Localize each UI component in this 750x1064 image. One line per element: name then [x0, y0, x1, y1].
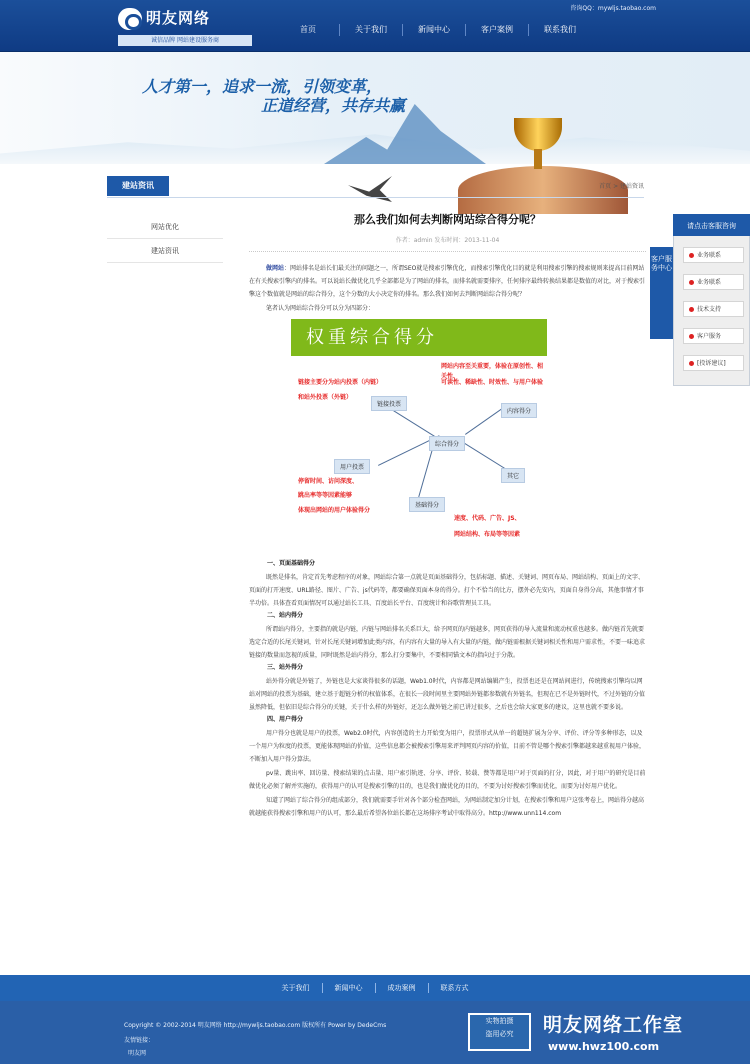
node-link-vote: 链接投票 — [371, 396, 407, 411]
node-basic-score: 基础得分 — [409, 497, 445, 512]
diagram-note: 网站内容至关重要，体验在原创性、相关性、 — [441, 363, 544, 380]
logo-title: 明友网络 — [146, 9, 211, 27]
section-paragraph: 站外得分就是外链了，外链也是大家谈得很多的话题，Web1.0时代，内容都是网站编辑产生，投票也还是在网站间进行，传统搜索引擎均以网站对网站的投票为基础，建立基于超链分析的权值体系，在很长一段时间里主要网站外链都参数就有外链名，但现在已不是外链时代，不过外链的分值虽然降低，但依旧是综合得分的关键，关于什么样的外链好，还怎么做外链之前已讲过很多，之后也会给大家更多的建议，这里也就不要多说。 — [249, 678, 646, 711]
diagram-note: 速度、代码、广告、JS、 — [454, 515, 521, 522]
article-meta: 作者：admin 发布时间：2013-11-04 — [395, 237, 500, 244]
diagram-connector — [418, 449, 433, 497]
section-paragraph: pv量、跳出率、回访量、搜索结果的点击量、用户索引轨迹、分享、评价、转载、赞等都是用户对于页面的打分，因此，对于用户的研究是目前做优化必须了解并实施的，获得用户的认可是搜索引擎的目的，也是我们做优化的目的，不要为讨好搜索引擎而优化，而要为讨好用户优化。 — [249, 770, 646, 790]
footer-link-news[interactable]: 新闻中心 — [323, 983, 376, 993]
nav-about[interactable]: 关于我们 — [355, 25, 387, 34]
footer-copyright: Copyright © 2002-2014 明友网络 http://mywljs.taobao.com 版权所有 Power by DedeCms — [124, 1022, 387, 1029]
service-item[interactable]: [投诉建议] — [683, 355, 744, 371]
watermark-title: 明友网络工作室 — [543, 1014, 684, 1036]
logo-subtitle: 诚信品牌 网站建设服务商 — [118, 35, 252, 46]
site-logo[interactable] — [118, 6, 253, 44]
section-heading: 二、站内得分 — [267, 612, 304, 619]
footer-link-about[interactable]: 关于我们 — [270, 983, 323, 993]
qq-contact-text: 咨询QQ：mywljs.taobao.com — [570, 5, 656, 12]
node-other: 其它 — [501, 468, 525, 483]
article-title: 那么我们如何去判断网站综合得分呢？ — [354, 213, 541, 226]
footer-link-cases[interactable]: 成功案例 — [376, 983, 429, 993]
left-menu-site-optimization[interactable]: 网站优化 — [107, 215, 223, 239]
section-paragraph: 知道了网站了综合得分的组成部分，我们就需要手针对各个部分检查网站，为网站制定加分计划，在搜索引擎和用户这张考卷上，网站得分越高就越能获得搜索引擎和用户的认可，那么最后希望各位站长都在这场排序考试中取得高分。http://www.unn114.com — [249, 797, 645, 817]
service-list-panel — [673, 236, 750, 386]
diagram-banner: 权重综合得分 — [291, 319, 547, 356]
score-diagram — [291, 319, 547, 558]
nav-news[interactable]: 新闻中心 — [418, 25, 450, 34]
diagram-note: 网站结构、布局等等因素 — [454, 531, 521, 538]
node-content-score: 内容得分 — [501, 403, 537, 418]
friend-link-item[interactable]: 明友网 — [128, 1050, 147, 1057]
nav-contact[interactable]: 联系我们 — [544, 25, 576, 34]
banner-slogan-line1: 人才第一，追求一流，引领变革， — [142, 77, 383, 96]
footer-navigation — [0, 975, 750, 1001]
article-divider — [249, 251, 646, 252]
diagram-note: 停留时间、访问深度、 — [298, 478, 359, 485]
article-lead: 笔者认为网站综合得分可以分为四部分： — [266, 305, 375, 312]
footer-link-contact[interactable]: 联系方式 — [440, 984, 469, 992]
service-widget-title[interactable]: 请点击客服咨询 — [673, 214, 750, 236]
logo-mark-icon — [118, 8, 142, 30]
nav-cases[interactable]: 客户案例 — [481, 25, 513, 34]
customer-service-widget — [650, 214, 750, 384]
article-intro — [249, 262, 646, 301]
section-header — [107, 176, 644, 198]
studio-watermark — [468, 1008, 750, 1064]
service-item[interactable]: 客户服务 — [683, 328, 744, 344]
section-paragraph: 既然是排名，肯定首先考虑程序的对象，网站综合第一点就是页面基础得分，包括标题、描述、关键词、网页布局、网站结构、页面上的文字、页面的打开速度、URL路径、图片、广告、js代码等，都要确保页面本身的得分。打个不恰当的比方，摆外必先安内，页面自身得分高，其他事情才事半功倍。具体查看页面情况可以通过站长工具、百度站长平台、百度统计和谷歌管理员工具。 — [249, 574, 645, 607]
section-paragraph: 所谓站内得分，主要指的就是内链，内链与网站排名关系巨大，给予网页的内链越多，网页获得的导入流量和流动权重也越多。做内链首先就要选定合适的长尾关键词，针对长尾关键词增加此类内容，有内容有大量的导入有大量的内链，做内链需根据关键词相关性和用户需求性，不要一味追求链接的数量而忽视的质量，同时既然是站内得分，那么打分要集中，不要相同锚文本的指向过于分散。 — [249, 626, 646, 659]
hero-banner — [0, 52, 750, 164]
diagram-note: 跳出率等等因素能够 — [298, 492, 353, 499]
diagram-note: 链接主要分为站内投票（内链） — [298, 379, 383, 386]
banner-slogan-line2: 正道经营，共存共赢 — [261, 96, 406, 115]
section-heading: 四、用户得分 — [267, 716, 304, 723]
friend-links-label: 友情链接： — [124, 1037, 155, 1044]
section-paragraph: 用户得分也就是用户的投票，Web2.0时代，内容创造的主力开始变为用户，投票形式从单一的超链扩展为分享、评价、评分等多种形态，以及一个用户为粒度的投票，更能体现网站的价值，这些信息都会被搜索引擎用来评判网页内容的价值，目前不管是哪个搜索引擎都越来越重视用户体验，不断加入用户得分算法。 — [249, 730, 646, 763]
article-content — [249, 211, 646, 820]
section-heading: 一、页面基础得分 — [267, 560, 316, 567]
main-navigation — [277, 20, 591, 40]
service-center-tab[interactable]: 客户服务中心 — [650, 247, 673, 339]
diagram-note: 和站外投票（外链） — [298, 394, 353, 401]
stamp-line-1: 实物拍摄 — [485, 1017, 514, 1025]
section-heading: 三、站外得分 — [267, 664, 304, 671]
breadcrumb: 首页 > 建站资讯 — [599, 183, 644, 190]
section-title: 建站资讯 — [107, 176, 169, 196]
diagram-note: 体现出网站的用户体验得分 — [298, 507, 371, 514]
node-user-vote: 用户投票 — [334, 459, 370, 474]
stamp-line-2: 盗用必究 — [485, 1030, 514, 1038]
diagram-note: 可读性、稀缺性、时效性、与用户体验 — [441, 379, 544, 386]
intro-text: ：网站排名是站长们最关注的问题之一，所谓SEO就是搜索引擎优化，而搜索引擎优化目的就是利用搜索引擎的搜索规则来提高目前网站在有关搜索引擎内的排名。可以说站长做优化几乎全部都是为了网站的排名，而排名就需要排序，任何排序最终转换结果都是数值的对比，对于搜索引擎这个数值就是网站的综合得分，这个分数的大小决定你的排名。那么我们如何去判断网站综合得分呢？ — [249, 265, 646, 298]
node-total-score: 综合得分 — [429, 436, 465, 451]
service-item[interactable]: 业务联系 — [683, 247, 744, 263]
left-category-menu — [107, 215, 223, 263]
nav-home[interactable]: 首页 — [300, 25, 316, 34]
service-item[interactable]: 技术支持 — [683, 301, 744, 317]
watermark-url: www.hwz100.com — [548, 1040, 660, 1053]
left-menu-site-news[interactable]: 建站资讯 — [107, 239, 223, 263]
watermark-stamp — [468, 1013, 531, 1051]
intro-label: 做网站 — [266, 265, 285, 272]
site-header — [0, 0, 750, 52]
service-item[interactable]: 业务联系 — [683, 274, 744, 290]
